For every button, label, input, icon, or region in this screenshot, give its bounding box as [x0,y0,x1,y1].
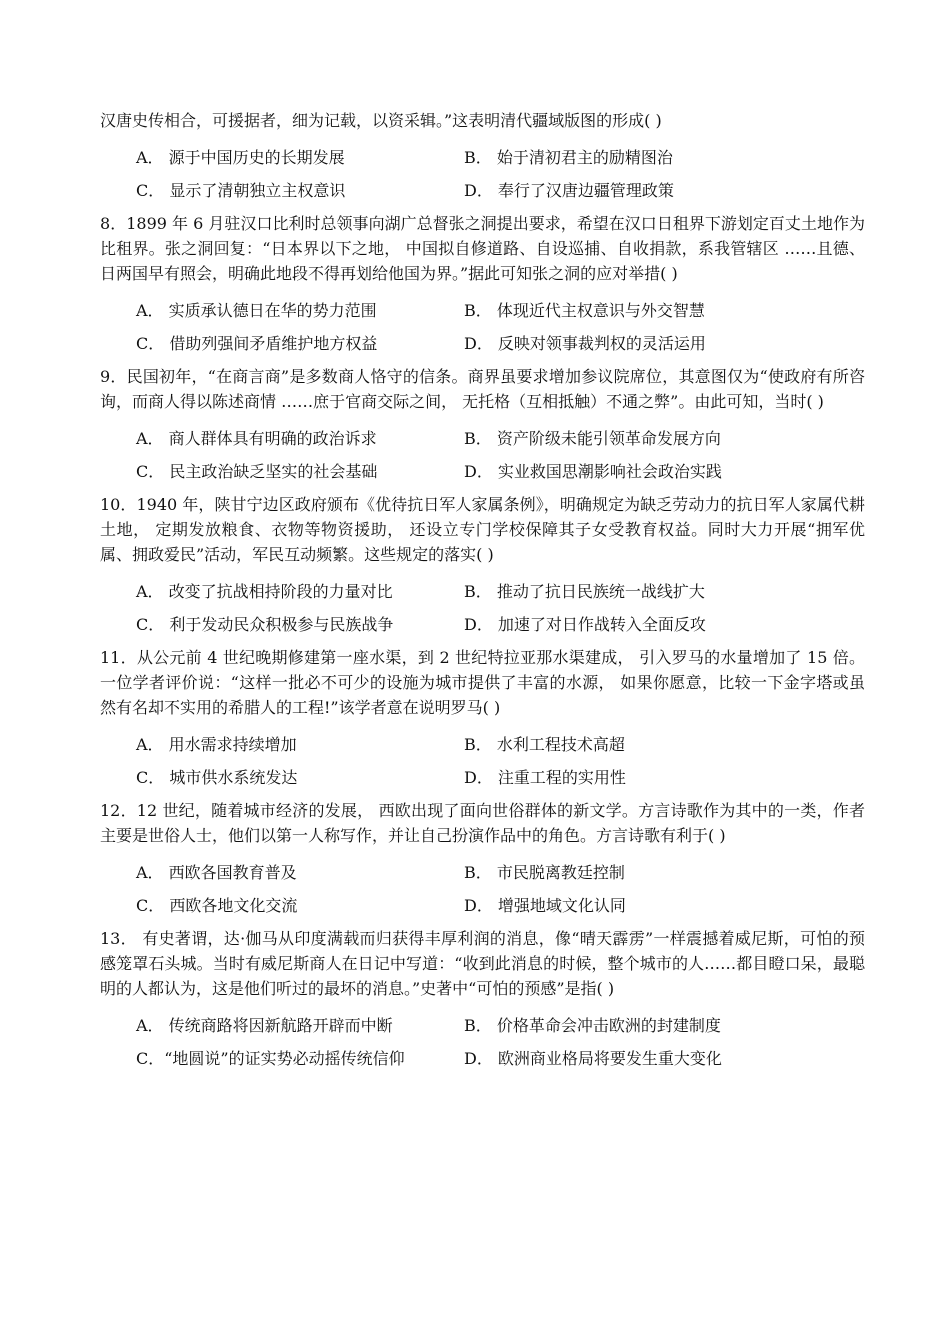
option-row [100,607,865,640]
option-row [100,1041,865,1074]
option-c: C．“地圆说”的证实势必动摇传统信仰 [136,1049,405,1068]
option-row [100,727,865,760]
option-b: B． 体现近代主权意识与外交智慧 [464,301,705,320]
question-stem: 汉唐史传相合，可援据者，细为记载，以资采辑。”这表明清代疆域版图的形成( ) [100,111,662,130]
question-11 [100,645,865,793]
option-row [100,173,865,206]
answer-options [100,293,865,359]
option-d: D． 注重工程的实用性 [464,768,626,787]
option-b: B． 推动了抗日民族统一战线扩大 [464,582,705,601]
option-a: A． 用水需求持续增加 [136,735,297,754]
option-a: A． 传统商路将因新航路开辟而中断 [136,1016,393,1035]
question-12 [100,798,865,921]
option-b: B． 水利工程技术高超 [464,735,625,754]
option-c: C． 西欧各地文化交流 [136,896,298,915]
option-b: B． 始于清初君主的励精图治 [464,148,673,167]
option-d: D． 增强地域文化认同 [464,896,626,915]
question-7-continuation [100,108,865,206]
answer-options [100,1008,865,1074]
option-a: A． 改变了抗战相持阶段的力量对比 [136,582,393,601]
option-d: D． 加速了对日作战转入全面反攻 [464,615,706,634]
option-a: A． 商人群体具有明确的政治诉求 [136,429,377,448]
answer-options [100,574,865,640]
question-stem: 9．民国初年，“在商言商”是多数商人恪守的信条。商界虽要求增加参议院席位，其意图仅为“使政府有所咨询，而商人得以陈述商情 ……庶于官商交际之间， 无托格（互相抵触）不通之弊”。由此可知，当时( ) [100,367,865,411]
option-d: D． 欧洲商业格局将要发生重大变化 [464,1049,722,1068]
question-stem: 12．12 世纪，随着城市经济的发展， 西欧出现了面向世俗群体的新文学。方言诗歌作为其中的一类，作者主要是世俗人士，他们以第一人称写作，并让自己扮演作品中的角色。方言诗歌有利于( ) [100,801,865,845]
option-c: C． 利于发动民众积极参与民族战争 [136,615,394,634]
question-stem: 8．1899 年 6 月驻汉口比利时总领事向湖广总督张之洞提出要求，希望在汉口日租界下游划定百丈土地作为比租界。张之洞回复：“日本界以下之地， 中国拟自修道路、自设巡捕、自收捐款，系我管辖区 ……且德、日两国早有照会，明确此地段不得再划给他国为界。”据此可知张之洞的应对举措( ) [100,214,865,283]
option-c: C． 借助列强间矛盾维护地方权益 [136,334,378,353]
option-a: A． 源于中国历史的长期发展 [136,148,345,167]
question-stem: 13． 有史著谓，达·伽马从印度满载而归获得丰厚利润的消息，像“晴天霹雳”一样震撼着威尼斯，可怕的预感笼罩石头城。当时有威尼斯商人在日记中写道：“收到此消息的时候，整个城市的人……都目瞪口呆，最聪明的人都认为，这是他们听过的最坏的消息。”史著中“可怕的预感”是指( ) [100,929,865,998]
answer-options [100,421,865,487]
option-row [100,454,865,487]
question-9 [100,364,865,487]
option-d: D． 实业救国思潮影响社会政治实践 [464,462,722,481]
option-row [100,140,865,173]
question-13 [100,926,865,1074]
option-d: D． 反映对领事裁判权的灵活运用 [464,334,706,353]
option-row [100,421,865,454]
option-d: D． 奉行了汉唐边疆管理政策 [464,181,674,200]
answer-options [100,727,865,793]
question-stem: 11．从公元前 4 世纪晚期修建第一座水渠，到 2 世纪特拉亚那水渠建成， 引入罗马的水量增加了 15 倍。一位学者评价说：“这样一批必不可少的设施为城市提供了丰富的水源， 如果你愿意，比较一下金字塔或虽然有名却不实用的希腊人的工程!”该学者意在说明罗马( ) [100,648,865,717]
option-row [100,574,865,607]
option-c: C． 民主政治缺乏坚实的社会基础 [136,462,378,481]
option-b: B． 资产阶级未能引领革命发展方向 [464,429,721,448]
option-c: C． 显示了清朝独立主权意识 [136,181,346,200]
question-8 [100,211,865,359]
option-a: A． 实质承认德日在华的势力范围 [136,301,377,320]
option-row [100,760,865,793]
question-10 [100,492,865,640]
option-c: C． 城市供水系统发达 [136,768,298,787]
option-row [100,326,865,359]
option-b: B． 价格革命会冲击欧洲的封建制度 [464,1016,721,1035]
option-row [100,293,865,326]
option-row [100,855,865,888]
option-row [100,1008,865,1041]
answer-options [100,140,865,206]
answer-options [100,855,865,921]
exam-page-content [100,108,865,1074]
question-stem: 10．1940 年，陕甘宁边区政府颁布《优待抗日军人家属条例》，明确规定为缺乏劳动力的抗日军人家属代耕土地， 定期发放粮食、衣物等物资援助， 还设立专门学校保障其子女受教育权益。同时大力开展“拥军优属、拥政爱民”活动，军民互动频繁。这些规定的落实( ) [100,495,865,564]
option-a: A． 西欧各国教育普及 [136,863,297,882]
option-row [100,888,865,921]
option-b: B． 市民脱离教廷控制 [464,863,625,882]
